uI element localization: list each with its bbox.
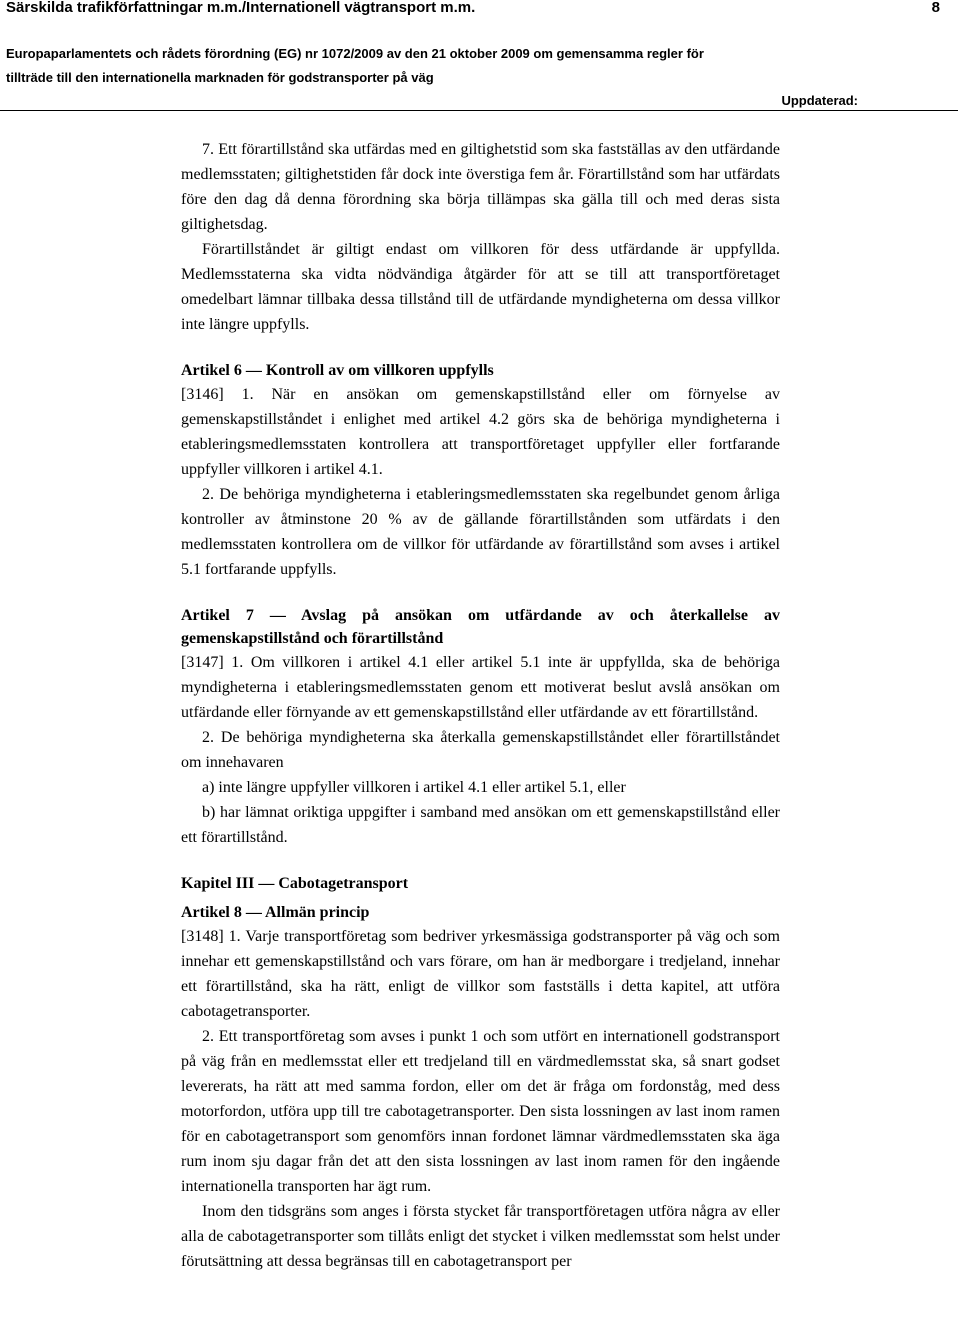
- article-8-paragraph-2: 2. Ett transportföretag som avses i punkt 1 och som utfört en internationell godstransport på väg från en medlemsstat eller ett tredjeland till en värdmedlemsstat ska, så snart godset levererats, ha rätt att med samma fordon, eller om det är fråga om fordonståg, med dess motorfordon, utföra upp till tre cabotagetransporter. Den sista lossningen av last inom ramen för en cabotagetransport som genomförs innan fordonet lämnar värdmedlemsstaten ska äga rum inom sju dagar från det att den sista lossningen av last inom ramen för den ingående internationella transporten har ägt rum.: [181, 1028, 780, 1195]
- article-8-paragraph-1: [3148] 1. Varje transportföretag som bedriver yrkesmässiga godstransporter på väg och som innehar ett gemenskapstillstånd och vars förare, om han är medborgare i tredjeland, innehar ett förartillstånd, ska ha rätt, enligt de villkor som fastställs i detta kapitel, att utföra cabotagetransporter.: [181, 928, 780, 1020]
- article-7-paragraph-1: [3147] 1. Om villkoren i artikel 4.1 eller artikel 5.1 inte är uppfyllda, ska de behöriga myndigheterna i etableringsmedlemsstaten genom ett motiverat beslut avslå ansökan om utfärdande eller förnyande av ett gemenskapstillstånd eller utfärdande av ett förartillstånd.: [181, 654, 780, 721]
- article-8-paragraph-3: Inom den tidsgräns som anges i första stycket får transportföretagen utföra några av eller alla de cabotagetransporter som tillåts enligt det stycket i vilken medlemsstat som helst under förutsättning att dessa begränsas till en cabotagetransport per: [181, 1203, 780, 1270]
- article-6-heading: Artikel 6 — Kontroll av om villkoren uppfylls: [181, 362, 494, 379]
- article-7-item-b: b) har lämnat oriktiga uppgifter i samband med ansökan om ett gemenskapstillstånd eller ett förartillstånd.: [181, 804, 780, 846]
- paragraph-validity: Förartillståndet är giltigt endast om villkoren för dess utfärdande är uppfyllda. Medlemsstaterna ska vidta nödvändiga åtgärder för att se till att transportföretaget omedelbart lämnar tillbaka dessa tillstånd till de utfärdande myndigheterna om dessa villkor inte längre uppfylls.: [181, 241, 780, 333]
- paragraph-7: 7. Ett förartillstånd ska utfärdas med en giltighetstid som ska fastställas av den utfärdande medlemsstaten; giltighetstiden får dock inte överstiga fem år. Förartillstånd som har utfärdats före den dag då denna förordning ska börja tillämpas ska gälla till och med deras sista giltighetsdag.: [181, 141, 780, 233]
- updated-label: Uppdaterad:: [781, 93, 858, 108]
- regulation-title-line-1: Europaparlamentets och rådets förordning (EG) nr 1072/2009 av den 21 oktober 2009 om gemensamma regler för: [6, 46, 704, 61]
- regulation-title-line-2: tillträde till den internationella marknaden för godstransporter på väg: [6, 70, 434, 85]
- document-series-title: Särskilda trafikförfattningar m.m./Internationell vägtransport m.m.: [6, 0, 476, 16]
- page-number: 8: [931, 0, 940, 16]
- article-8-heading: Artikel 8 — Allmän princip: [181, 904, 370, 921]
- article-6-paragraph-2: 2. De behöriga myndigheterna i etableringsmedlemsstaten ska regelbundet genom årliga kontroller av åtminstone 20 % av de gällande förartillstånden som utfärdats i den medlemsstaten kontrollera om de villkor för utfärdande av förartillstånd som avses i artikel 5.1 fortfarande uppfylls.: [181, 486, 780, 578]
- article-7-paragraph-2: 2. De behöriga myndigheterna ska återkalla gemenskapstillståndet eller förartillståndet om innehavaren: [181, 729, 780, 771]
- article-7-item-a: a) inte längre uppfyller villkoren i artikel 4.1 eller artikel 5.1, eller: [202, 779, 626, 796]
- chapter-3-heading: Kapitel III — Cabotagetransport: [181, 875, 409, 892]
- header-divider: [0, 110, 958, 111]
- article-7-heading: Artikel 7 — Avslag på ansökan om utfärdande av och återkallelse av gemenskapstillstånd och förartillstånd: [181, 607, 780, 647]
- document-body: [181, 137, 780, 1274]
- article-6-paragraph-1: [3146] 1. När en ansökan om gemenskapstillstånd eller om förnyelse av gemenskapstillståndet i enlighet med artikel 4.2 görs ska de behöriga myndigheterna i etableringsmedlemsstaten kontrollera att transportföretaget uppfyller eller fortfarande uppfyller villkoren i artikel 4.1.: [181, 386, 780, 478]
